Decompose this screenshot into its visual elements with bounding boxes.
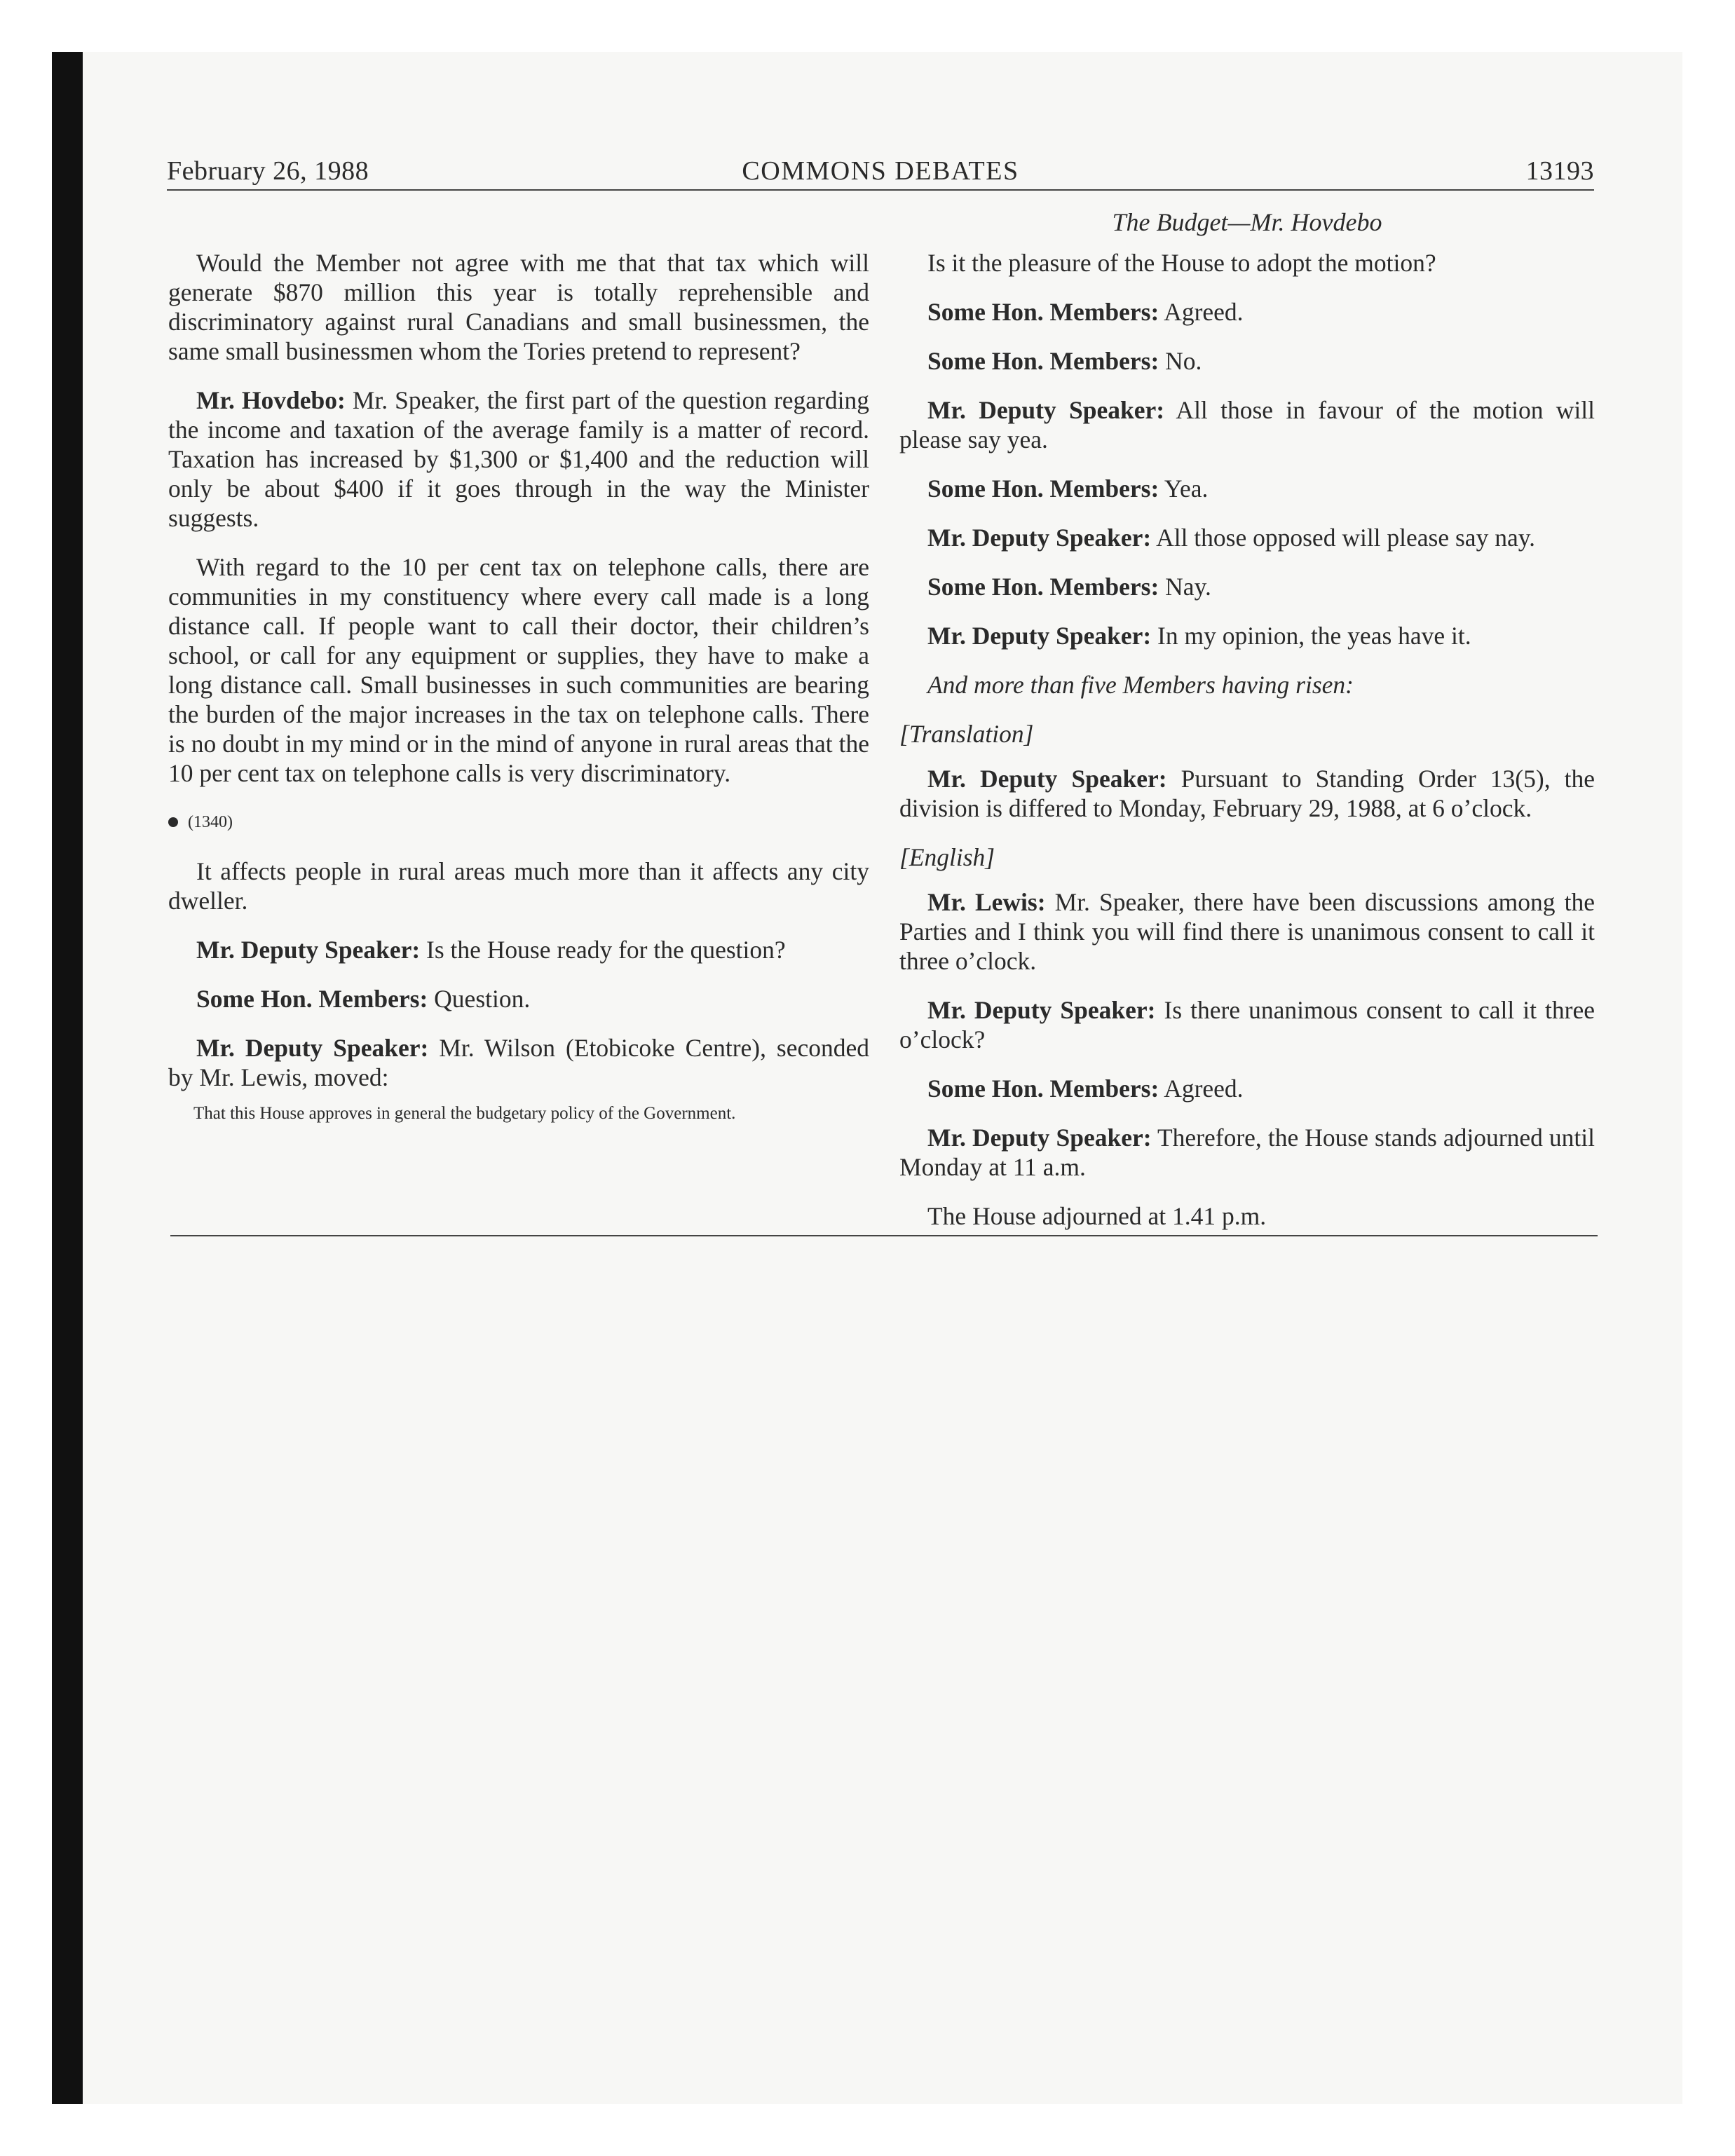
procedural-note: And more than five Members having risen: [927,671,1354,699]
speech-paragraph [899,887,1595,976]
paragraph: Would the Member not agree with me that that tax which will generate $870 million this year is totally reprehensible and discriminatory against rural Canadians and small businessmen, the same small businessmen whom the Tories pretend to represent? [168,249,869,365]
speech-text: Mr. Speaker, the first part of the question regarding the income and taxation of the average family is a matter of record. Taxation has increased by $1,300 or $1,400 and the reduction will only be about $400 if it goes through in the way the Minister suggests. [168,386,869,532]
speech-paragraph [168,386,869,533]
speech-text: Yea. [1159,475,1209,503]
speaker-name: Some Hon. Members: [927,475,1159,503]
speech-paragraph [168,1033,869,1092]
speech-paragraph [899,1074,1595,1103]
speaker-name: Some Hon. Members: [927,347,1159,375]
speaker-name: Mr. Deputy Speaker: [927,1124,1152,1152]
time-marker-text: (1340) [188,813,233,831]
running-head [167,153,1594,191]
speaker-name: Mr. Deputy Speaker: [196,1034,429,1062]
speech-paragraph [899,572,1595,601]
speech-text: Pursuant to Standing Order 13(5), the division is differed to Monday, February 29, 1988, at 6 o’clock. [899,765,1595,822]
speech-paragraph [899,764,1595,823]
speech-text: Mr. Wilson (Etobicoke Centre), seconded by Mr. Lewis, moved: [168,1034,869,1091]
speech-paragraph [899,995,1595,1054]
paragraph: It affects people in rural areas much more than it affects any city dweller. [168,857,869,915]
speech-text: In my opinion, the yeas have it. [1151,622,1471,650]
speaker-name: Mr. Deputy Speaker: [927,996,1156,1024]
paragraph: The House adjourned at 1.41 p.m. [927,1202,1267,1230]
speech-text: No. [1159,347,1202,375]
header-journal-title: COMMONS DEBATES [742,156,1019,186]
header-date: February 26, 1988 [167,156,369,186]
right-column [899,207,1595,1250]
speech-text: Nay. [1159,573,1211,601]
speaker-name: Mr. Lewis: [927,888,1046,916]
speech-text: All those in favour of the motion will please say yea. [899,396,1595,453]
speech-paragraph [899,1123,1595,1182]
left-column [168,207,869,1126]
speech-text: Agreed. [1159,1074,1244,1103]
speech-text: Is there unanimous consent to call it three o’clock? [899,996,1595,1053]
speaker-name: Some Hon. Members: [927,1074,1159,1103]
speaker-name: Mr. Deputy Speaker: [927,765,1167,793]
speech-text: Is the House ready for the question? [420,936,786,964]
speech-paragraph [899,346,1595,376]
speech-text: Mr. Speaker, there have been discussions among the Parties and I think you will find there is unanimous consent to call it three o’clock. [899,888,1595,975]
paragraph: Is it the pleasure of the House to adopt the motion? [927,249,1436,277]
paragraph: With regard to the 10 per cent tax on telephone calls, there are communities in my constituency where every call made is a long distance call. If people want to call their doctor, their children’s school, or call for any equipment or supplies, they have to make a long distance call. Small businesses in such communities are bearing the burden of the major increases in the tax on telephone calls. There is no doubt in my mind or in the mind of anyone in rural areas that the 10 per cent tax on telephone calls is very discriminatory. [168,553,869,787]
speaker-name: Some Hon. Members: [927,573,1159,601]
speech-text: Agreed. [1159,298,1244,326]
speech-paragraph [899,474,1595,503]
speech-paragraph [899,395,1595,454]
speaker-name: Mr. Deputy Speaker: [927,396,1165,424]
time-marker [168,807,869,837]
speaker-name: Mr. Hovdebo: [196,386,346,414]
scan-edge [52,52,83,2104]
speaker-name: Mr. Deputy Speaker: [927,622,1152,650]
motion-text: That this House approves in general the budgetary policy of the Government. [193,1104,736,1123]
speaker-name: Mr. Deputy Speaker: [196,936,421,964]
bullet-dot-icon [168,817,178,827]
speaker-name: Mr. Deputy Speaker: [927,524,1152,552]
speech-text: All those opposed will please say nay. [1151,524,1536,552]
header-page-number: 13193 [1525,156,1594,186]
language-tag: [English] [899,843,995,871]
speech-text: Therefore, the House stands adjourned until Monday at 11 a.m. [899,1124,1595,1181]
speech-paragraph [899,621,1595,650]
section-subhead: The Budget—Mr. Hovdebo [1112,208,1382,236]
language-tag: [Translation] [899,720,1034,748]
speaker-name: Some Hon. Members: [196,985,428,1013]
speech-paragraph [899,523,1595,552]
speech-paragraph [168,984,869,1014]
speaker-name: Some Hon. Members: [927,298,1159,326]
speech-paragraph [899,297,1595,327]
speech-paragraph [168,935,869,964]
speech-text: Question. [428,985,531,1013]
bottom-rule [170,1235,1598,1236]
